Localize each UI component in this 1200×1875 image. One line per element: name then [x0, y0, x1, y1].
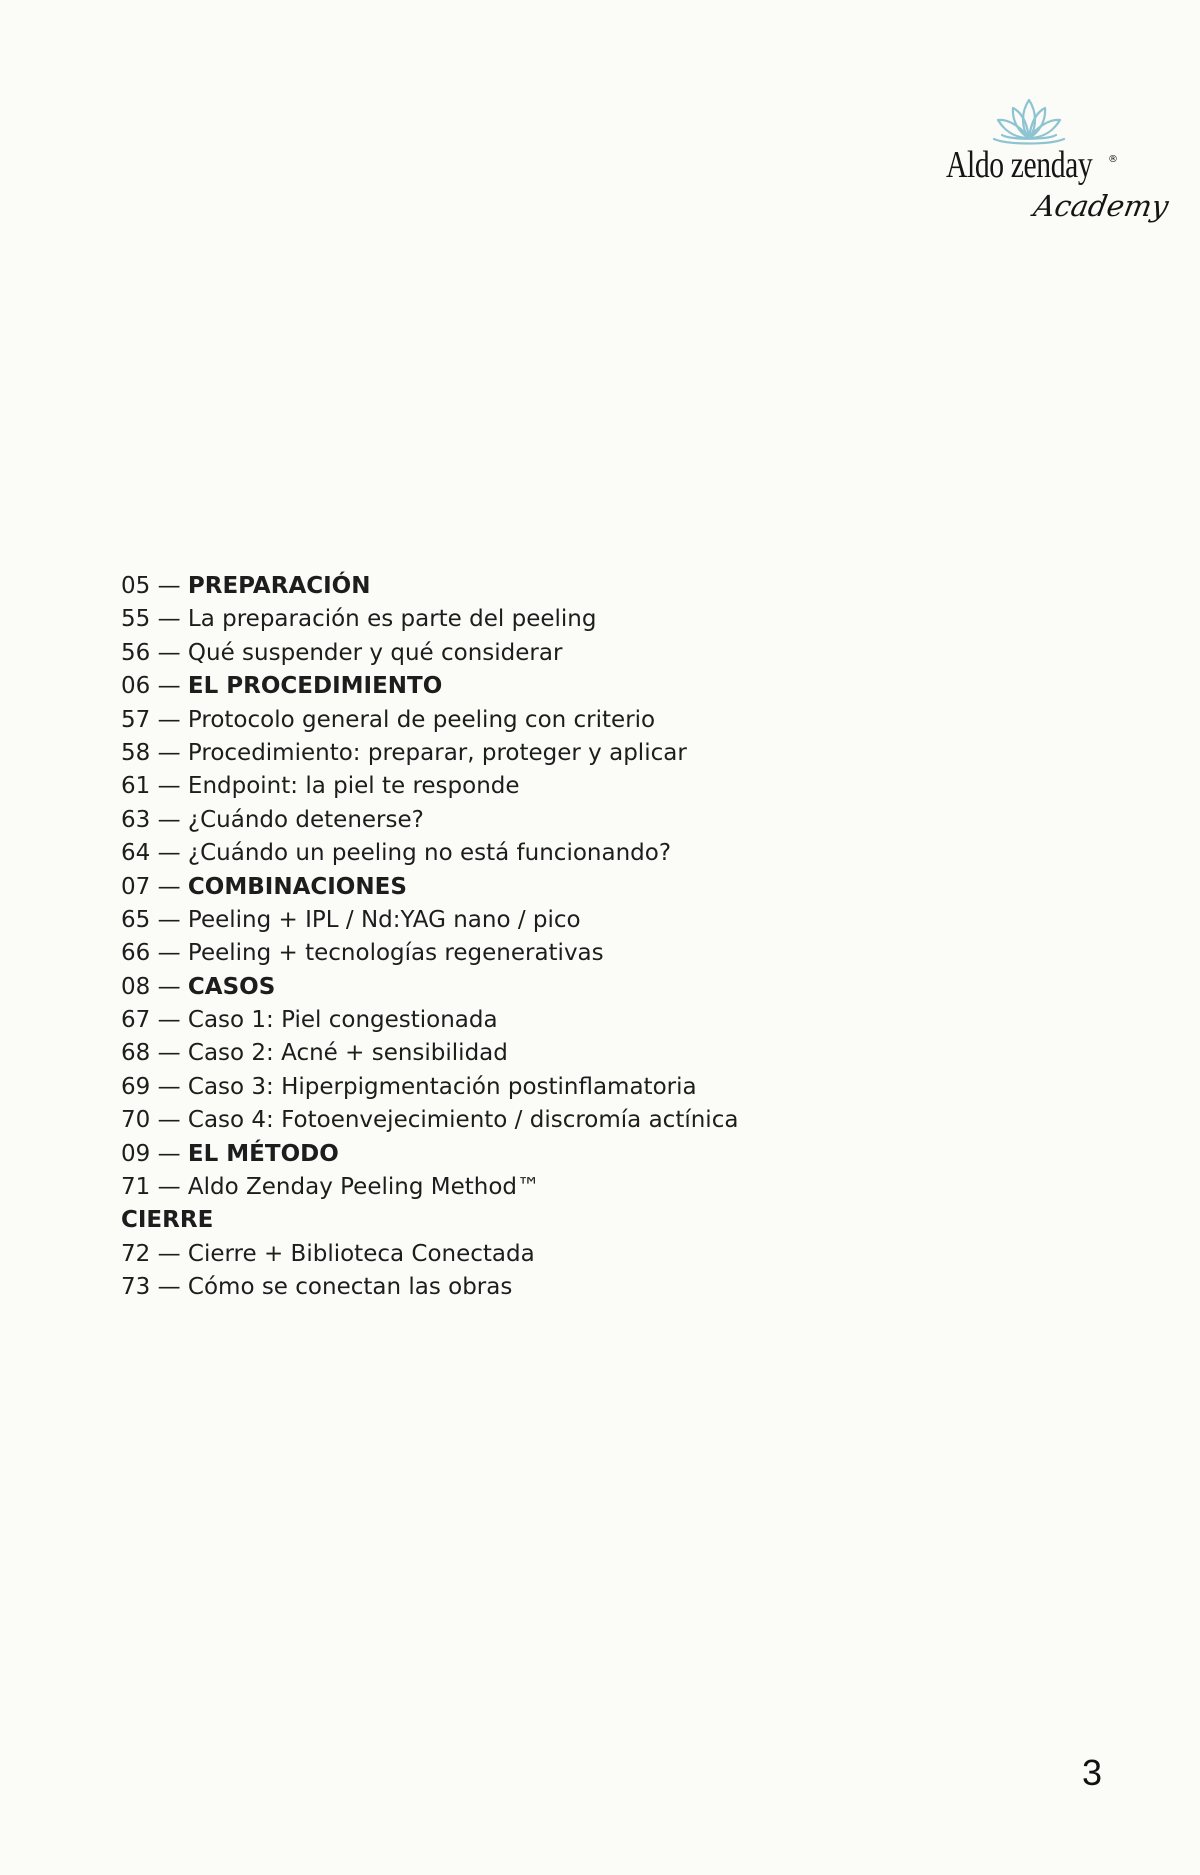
toc-page-number: 66 — [121, 940, 151, 967]
toc-separator: — — [150, 840, 188, 867]
toc-page-number: 71 — [121, 1174, 151, 1201]
toc-separator: — — [150, 940, 188, 967]
toc-separator: — — [150, 1007, 188, 1034]
toc-title: ¿Cuándo detenerse? — [187, 806, 424, 833]
toc-entry — [121, 804, 1021, 837]
toc-separator: — — [150, 1040, 188, 1067]
toc-entry — [121, 704, 1021, 737]
toc-title: Endpoint: la piel te responde — [187, 773, 520, 800]
toc-title: Caso 4: Fotoenvejecimiento / discromía actínica — [187, 1107, 739, 1134]
toc-separator: — — [150, 1073, 188, 1100]
toc-title: Cómo se conectan las obras — [187, 1274, 513, 1301]
toc-entry — [121, 1071, 1021, 1104]
toc-separator: — — [150, 1140, 188, 1167]
toc-title: CIERRE — [121, 1207, 214, 1234]
brand-name: Aldo zenday — [946, 144, 1093, 186]
toc-title: EL MÉTODO — [187, 1140, 339, 1167]
toc-entry — [121, 1171, 1021, 1204]
toc-entry — [121, 1104, 1021, 1137]
toc-section-heading — [121, 1138, 1021, 1171]
toc-entry — [121, 737, 1021, 770]
toc-page-number: 67 — [121, 1007, 151, 1034]
toc-title: Aldo Zenday Peeling Method™ — [187, 1174, 540, 1201]
toc-page-number: 09 — [121, 1140, 151, 1167]
toc-page-number: 57 — [121, 706, 151, 733]
toc-separator: — — [150, 873, 188, 900]
toc-page-number: 05 — [121, 573, 151, 599]
toc-entry — [121, 1238, 1021, 1271]
toc-page-number: 63 — [121, 806, 151, 833]
toc-title: Cierre + Biblioteca Conectada — [187, 1240, 535, 1267]
toc-title: Caso 2: Acné + sensibilidad — [187, 1040, 508, 1067]
toc-separator: — — [150, 706, 188, 733]
toc-separator: — — [150, 906, 188, 933]
toc-page-number: 06 — [121, 673, 151, 700]
toc-section-heading — [121, 1204, 1021, 1237]
toc-page-number: 56 — [121, 639, 151, 666]
toc-page-number: 68 — [121, 1040, 151, 1067]
toc-entry — [121, 770, 1021, 803]
toc-separator: — — [150, 806, 188, 833]
toc-entry — [121, 904, 1021, 937]
toc-title: COMBINACIONES — [187, 873, 407, 900]
page-number: 3 — [1081, 1752, 1102, 1793]
toc-page-number: 58 — [121, 739, 151, 766]
toc-page-number: 64 — [121, 840, 151, 867]
toc-title: Qué suspender y qué considerar — [187, 639, 563, 666]
toc-section-heading — [121, 670, 1021, 703]
toc-separator: — — [150, 1240, 188, 1267]
toc-separator: — — [150, 739, 188, 766]
toc-page-number: 55 — [121, 606, 151, 633]
toc-separator: — — [150, 1174, 188, 1201]
toc-page-number: 69 — [121, 1073, 151, 1100]
toc-title: Peeling + IPL / Nd:YAG nano / pico — [187, 906, 581, 933]
toc-entry — [121, 1004, 1021, 1037]
toc-title: Caso 1: Piel congestionada — [187, 1007, 498, 1034]
toc-page-number: 08 — [121, 973, 151, 1000]
toc-entry — [121, 1037, 1021, 1070]
toc-title: EL PROCEDIMIENTO — [187, 673, 443, 700]
toc-page-number: 73 — [121, 1274, 151, 1301]
toc-title: Protocolo general de peeling con criterio — [187, 706, 656, 733]
table-of-contents — [121, 570, 1021, 1305]
toc-section-heading — [121, 971, 1021, 1004]
toc-page-number: 70 — [121, 1107, 151, 1134]
toc-page-number: 72 — [121, 1240, 151, 1267]
registered-mark: ® — [1108, 154, 1118, 165]
toc-separator: — — [150, 1107, 188, 1134]
toc-separator: — — [150, 606, 188, 633]
toc-page-number: 61 — [121, 773, 151, 800]
toc-page-number: 65 — [121, 906, 151, 933]
toc-title: CASOS — [187, 973, 276, 1000]
toc-title: La preparación es parte del peeling — [187, 606, 597, 633]
toc-title: Caso 3: Hiperpigmentación postinflamatoria — [187, 1073, 697, 1100]
toc-title: ¿Cuándo un peeling no está funcionando? — [187, 840, 672, 867]
toc-entry — [121, 603, 1021, 636]
toc-title: PREPARACIÓN — [187, 573, 371, 599]
toc-section-heading — [121, 570, 1021, 603]
toc-title: Procedimiento: preparar, proteger y aplicar — [187, 739, 687, 766]
toc-title: Peeling + tecnologías regenerativas — [187, 940, 604, 967]
toc-entry — [121, 937, 1021, 970]
brand-subtitle: Academy — [1031, 189, 1172, 223]
toc-separator: — — [150, 1274, 188, 1301]
toc-page-number: 07 — [121, 873, 151, 900]
lotus-icon — [988, 92, 1070, 148]
toc-entry — [121, 837, 1021, 870]
toc-separator: — — [150, 773, 188, 800]
toc-entry — [121, 637, 1021, 670]
toc-entry — [121, 1271, 1021, 1304]
toc-separator: — — [150, 573, 188, 599]
toc-separator: — — [150, 673, 188, 700]
toc-section-heading — [121, 871, 1021, 904]
toc-separator: — — [150, 639, 188, 666]
brand-logo — [940, 92, 1172, 242]
toc-separator: — — [150, 973, 188, 1000]
